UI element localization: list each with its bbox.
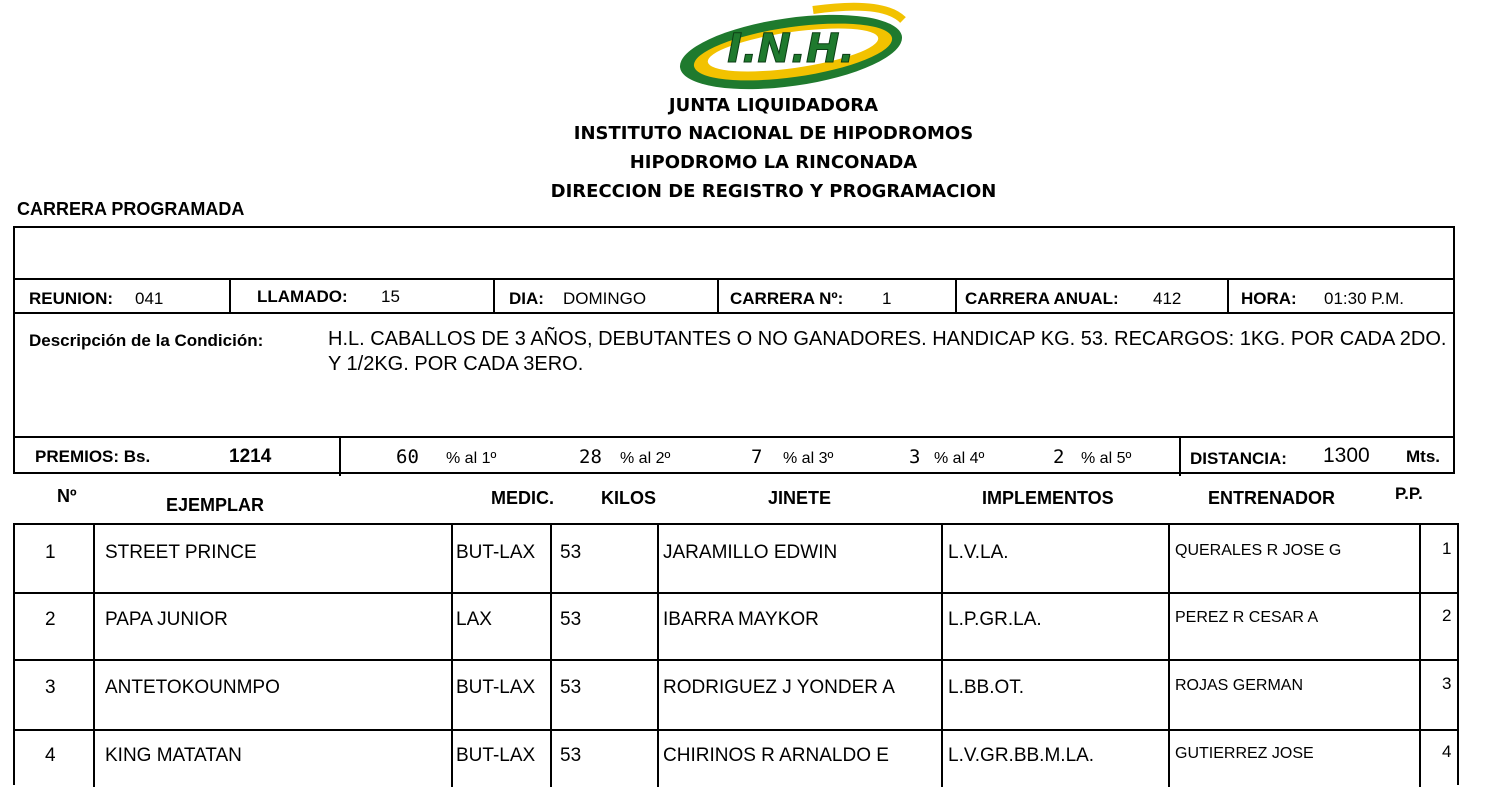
dia-label: DIA: (509, 289, 544, 308)
distancia-label: DISTANCIA: (1190, 449, 1287, 468)
col-kilos: KILOS (601, 488, 657, 508)
premios-label: PREMIOS: Bs. (35, 447, 151, 466)
entries-table (13, 523, 1459, 785)
entry-num: 1 (45, 542, 56, 563)
entry-implementos: L.P.GR.LA. (948, 609, 1042, 630)
dia-value: DOMINGO (563, 289, 647, 308)
header-line-1: JUNTA LIQUIDADORA (668, 95, 879, 116)
prize-pct-3: 7 (751, 446, 763, 468)
entry-pp: 2 (1442, 606, 1452, 625)
distancia-value: 1300 (1323, 444, 1370, 467)
entry-horse: KING MATATAN (105, 745, 242, 766)
entry-trainer: QUERALES R JOSE G (1175, 542, 1342, 559)
entry-kilos: 53 (560, 677, 582, 698)
prize-pct-1: 60 (396, 446, 419, 468)
entry-pp: 1 (1442, 539, 1452, 558)
entry-num: 4 (45, 745, 56, 766)
prize-pct-3-label: % al 3º (783, 450, 834, 467)
inh-logo (663, 0, 919, 106)
header-line-2: INSTITUTO NACIONAL DE HIPODROMOS (573, 123, 974, 144)
entry-pp: 4 (1442, 742, 1452, 761)
entry-pp: 3 (1442, 674, 1452, 693)
carrera-anual-value: 412 (1153, 289, 1182, 308)
entry-num: 3 (45, 677, 56, 698)
prize-pct-2: 28 (579, 446, 602, 468)
col-medic: MEDIC. (491, 488, 554, 508)
race-info-box (13, 226, 1455, 474)
entry-jockey: CHIRINOS R ARNALDO E (663, 745, 889, 766)
entry-medic: BUT-LAX (456, 677, 536, 698)
hora-value: 01:30 P.M. (1324, 289, 1405, 308)
reunion-label: REUNION: (29, 289, 114, 308)
carrera-anual-label: CARRERA ANUAL: (965, 289, 1119, 308)
carrera-value: 1 (882, 289, 892, 308)
entry-implementos: L.V.GR.BB.M.LA. (948, 745, 1095, 766)
header-line-4: DIRECCION DE REGISTRO Y PROGRAMACION (550, 181, 997, 202)
header-line-3: HIPODROMO LA RINCONADA (629, 152, 918, 173)
entry-horse: STREET PRINCE (105, 542, 257, 563)
entry-trainer: PEREZ R CESAR A (1175, 609, 1319, 626)
entry-horse: ANTETOKOUNMPO (105, 677, 280, 698)
entry-kilos: 53 (560, 609, 582, 630)
prize-pct-5: 2 (1053, 446, 1065, 468)
entry-implementos: L.BB.OT. (948, 677, 1025, 698)
col-num: Nº (57, 486, 77, 506)
section-title: CARRERA PROGRAMADA (17, 199, 245, 219)
entry-implementos: L.V.LA. (948, 542, 1009, 563)
prize-pct-1-label: % al 1º (446, 450, 497, 467)
entry-jockey: RODRIGUEZ J YONDER A (663, 677, 895, 698)
logo-text: I.N.H. (727, 26, 855, 72)
entry-kilos: 53 (560, 542, 582, 563)
entry-jockey: JARAMILLO EDWIN (663, 542, 838, 563)
premios-amount: 1214 (229, 446, 272, 467)
prize-pct-4: 3 (909, 446, 921, 468)
reunion-value: 041 (135, 289, 164, 308)
condition-text: H.L. CABALLOS DE 3 AÑOS, DEBUTANTES O NO GANADORES. HANDICAP KG. 53. RECARGOS: 1KG. POR CADA 2DO. Y 1/2KG. POR CADA 3ERO. (328, 328, 1447, 375)
prize-pct-2-label: % al 2º (620, 450, 671, 467)
entry-num: 2 (45, 609, 56, 630)
col-trainer: ENTRENADOR (1208, 488, 1336, 508)
entry-medic: BUT-LAX (456, 542, 536, 563)
prize-pct-5-label: % al 5º (1081, 450, 1132, 467)
entry-medic: LAX (456, 609, 492, 630)
entry-medic: BUT-LAX (456, 745, 536, 766)
distancia-unit: Mts. (1406, 447, 1440, 466)
entry-horse: PAPA JUNIOR (105, 609, 228, 630)
llamado-label: LLAMADO: (257, 287, 348, 306)
carrera-label: CARRERA Nº: (730, 289, 844, 308)
prize-pct-4-label: % al 4º (934, 450, 985, 467)
entry-kilos: 53 (560, 745, 582, 766)
col-horse: EJEMPLAR (166, 495, 265, 515)
condition-label: Descripción de la Condición: (29, 331, 264, 350)
col-jockey: JINETE (768, 488, 832, 508)
entry-jockey: IBARRA MAYKOR (663, 609, 819, 630)
col-pp: P.P. (1395, 484, 1423, 503)
entry-trainer: GUTIERREZ JOSE (1175, 745, 1314, 762)
col-implementos: IMPLEMENTOS (982, 488, 1114, 508)
llamado-value: 15 (381, 287, 400, 306)
hora-label: HORA: (1241, 289, 1297, 308)
entry-trainer: ROJAS GERMAN (1175, 677, 1304, 694)
